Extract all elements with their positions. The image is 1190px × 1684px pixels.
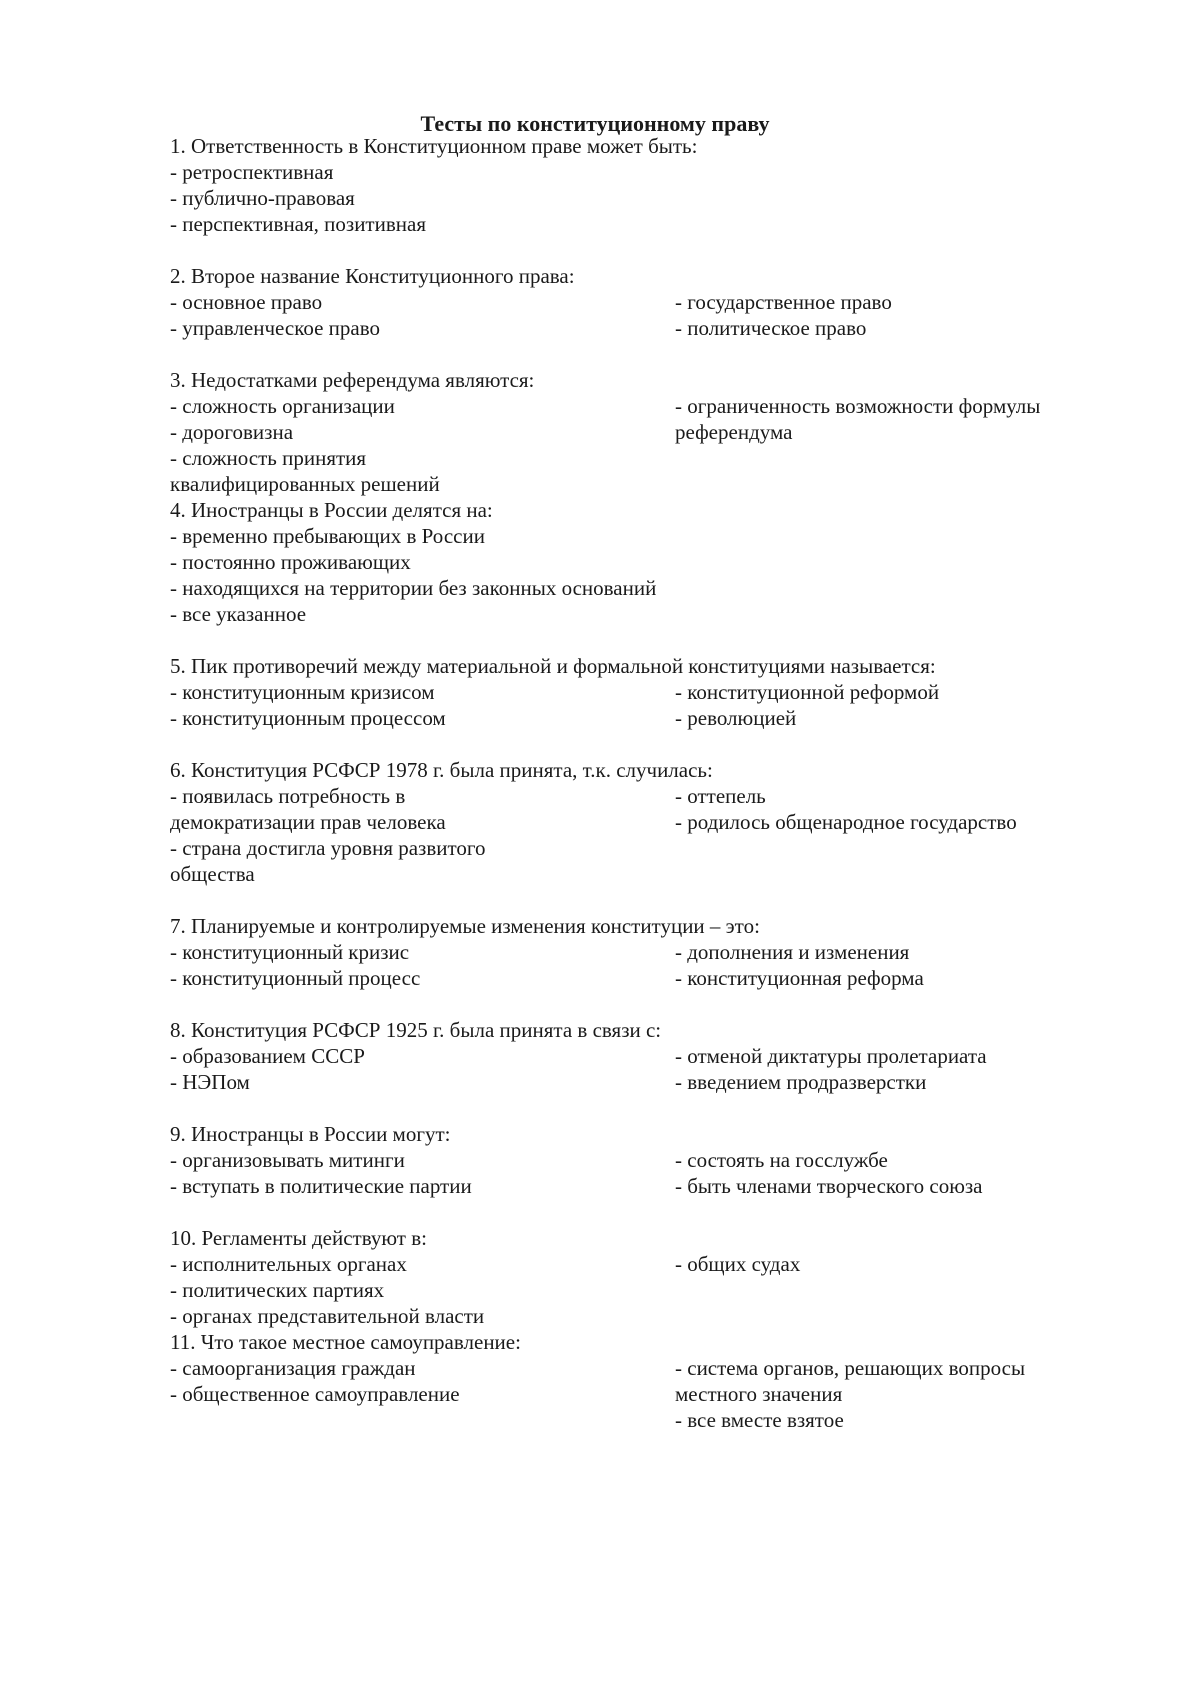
question-4: 4. Иностранцы в России делятся на: <box>170 498 493 522</box>
q1-option: - перспективная, позитивная <box>170 212 426 236</box>
document-title: Тесты по конституционному праву <box>420 111 770 136</box>
q11-option-cont: местного значения <box>675 1382 843 1406</box>
q3-option: - сложность организации <box>170 394 395 418</box>
q6-option: - родилось общенародное государство <box>675 810 1017 834</box>
q2-option: - управленческое право <box>170 316 380 340</box>
q8-option: - введением продразверстки <box>675 1070 927 1094</box>
q11-option: - самоорганизация граждан <box>170 1356 416 1380</box>
q6-option-cont: демократизации прав человека <box>170 810 446 834</box>
q6-option: - оттепель <box>675 784 766 808</box>
q10-option: - политических партиях <box>170 1278 385 1302</box>
q5-option: - конституционным процессом <box>170 706 446 730</box>
q2-option: - государственное право <box>675 290 892 314</box>
question-7: 7. Планируемые и контролируемые изменения конституции – это: <box>170 914 760 938</box>
q10-option: - органах представительной власти <box>170 1304 485 1328</box>
q10-option: - исполнительных органах <box>170 1252 407 1276</box>
q3-option-cont: референдума <box>675 420 793 444</box>
q6-option: - страна достигла уровня развитого <box>170 836 486 860</box>
q7-option: - конституционный процесс <box>170 966 421 990</box>
q11-option: - все вместе взятое <box>675 1408 844 1432</box>
question-5: 5. Пик противоречий между материальной и формальной конституциями называется: <box>170 654 936 678</box>
q10-option: - общих судах <box>675 1252 801 1276</box>
q4-option: - постоянно проживающих <box>170 550 411 574</box>
q8-option: - образованием СССР <box>170 1044 365 1068</box>
question-9: 9. Иностранцы в России могут: <box>170 1122 451 1146</box>
q9-option: - организовывать митинги <box>170 1148 405 1172</box>
q11-option: - система органов, решающих вопросы <box>675 1356 1026 1380</box>
q3-option: - ограниченность возможности формулы <box>675 394 1041 418</box>
q3-option-cont: квалифицированных решений <box>170 472 440 496</box>
q3-option: - сложность принятия <box>170 446 367 470</box>
question-1: 1. Ответственность в Конституционном праве может быть: <box>170 134 698 158</box>
q1-option: - публично-правовая <box>170 186 355 210</box>
q8-option: - отменой диктатуры пролетариата <box>675 1044 987 1068</box>
q5-option: - революцией <box>675 706 797 730</box>
q9-option: - состоять на госслужбе <box>675 1148 888 1172</box>
q5-option: - конституционным кризисом <box>170 680 435 704</box>
q4-option: - все указанное <box>170 602 307 626</box>
q7-option: - конституционная реформа <box>675 966 924 990</box>
q4-option: - временно пребывающих в России <box>170 524 485 548</box>
question-8: 8. Конституция РСФСР 1925 г. была принята в связи с: <box>170 1018 662 1042</box>
q5-option: - конституционной реформой <box>675 680 940 704</box>
q8-option: - НЭПом <box>170 1070 250 1094</box>
question-10: 10. Регламенты действуют в: <box>170 1226 427 1250</box>
q6-option-cont: общества <box>170 862 255 886</box>
q9-option: - быть членами творческого союза <box>675 1174 983 1198</box>
q9-option: - вступать в политические партии <box>170 1174 472 1198</box>
q6-option: - появилась потребность в <box>170 784 406 808</box>
q1-option: - ретроспективная <box>170 160 334 184</box>
question-11: 11. Что такое местное самоуправление: <box>170 1330 521 1354</box>
q7-option: - дополнения и изменения <box>675 940 910 964</box>
question-3: 3. Недостатками референдума являются: <box>170 368 535 392</box>
q3-option: - дороговизна <box>170 420 294 444</box>
q11-option: - общественное самоуправление <box>170 1382 460 1406</box>
q2-option: - основное право <box>170 290 323 314</box>
q7-option: - конституционный кризис <box>170 940 410 964</box>
question-6: 6. Конституция РСФСР 1978 г. была принята, т.к. случилась: <box>170 758 713 782</box>
q2-option: - политическое право <box>675 316 867 340</box>
question-2: 2. Второе название Конституционного права: <box>170 264 575 288</box>
q4-option: - находящихся на территории без законных оснований <box>170 576 657 600</box>
